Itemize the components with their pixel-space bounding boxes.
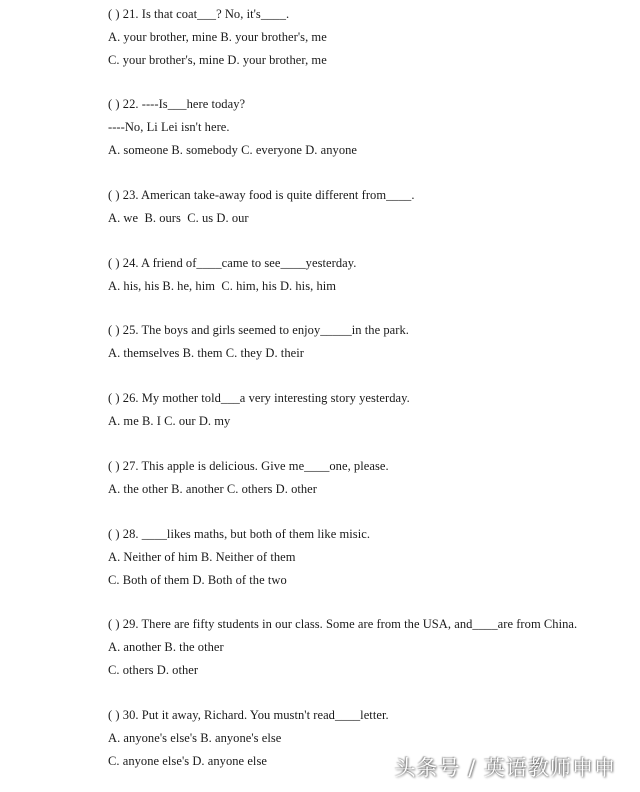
question-24-options-1: A. his, his B. he, him C. him, his D. his, him — [108, 279, 337, 293]
question-30-options-1: A. anyone's else's B. anyone's else — [108, 731, 282, 745]
question-30-stem: ( ) 30. Put it away, Richard. You mustn't read____letter. — [108, 708, 389, 722]
question-26-options-1: A. me B. I C. our D. my — [108, 414, 231, 428]
question-25-stem: ( ) 25. The boys and girls seemed to enjoy_____in the park. — [108, 323, 409, 337]
question-22-reply: ----No, Li Lei isn't here. — [108, 120, 230, 134]
question-28-stem: ( ) 28. ____likes maths, but both of them like misic. — [108, 527, 370, 541]
question-25-options-1: A. themselves B. them C. they D. their — [108, 346, 304, 360]
question-29-stem: ( ) 29. There are fifty students in our class. Some are from the USA, and____are from China. — [108, 617, 578, 631]
question-27-options-1: A. the other B. another C. others D. other — [108, 482, 317, 496]
question-27-stem: ( ) 27. This apple is delicious. Give me____one, please. — [108, 459, 389, 473]
question-28-options-1: A. Neither of him B. Neither of them — [108, 550, 296, 564]
question-23-stem: ( ) 23. American take-away food is quite different from____. — [108, 188, 415, 202]
question-22-stem: ( ) 22. ----Is___here today? — [108, 97, 246, 111]
watermark-text: 头条号 / 英语教师申申 — [394, 756, 616, 780]
question-21-stem: ( ) 21. Is that coat___? No, it's____. — [108, 7, 290, 21]
question-26-stem: ( ) 26. My mother told___a very interesting story yesterday. — [108, 391, 410, 405]
question-21-options-1: A. your brother, mine B. your brother's, me — [108, 30, 327, 44]
question-29-options-1: A. another B. the other — [108, 640, 224, 654]
question-21-options-2: C. your brother's, mine D. your brother, me — [108, 53, 327, 67]
question-24-stem: ( ) 24. A friend of____came to see____yesterday. — [108, 256, 357, 270]
question-29-options-2: C. others D. other — [108, 663, 199, 677]
question-22-options-1: A. someone B. somebody C. everyone D. anyone — [108, 143, 358, 157]
question-30-options-2: C. anyone else's D. anyone else — [108, 754, 267, 768]
question-28-options-2: C. Both of them D. Both of the two — [108, 573, 287, 587]
question-23-options-1: A. we B. ours C. us D. our — [108, 211, 249, 225]
